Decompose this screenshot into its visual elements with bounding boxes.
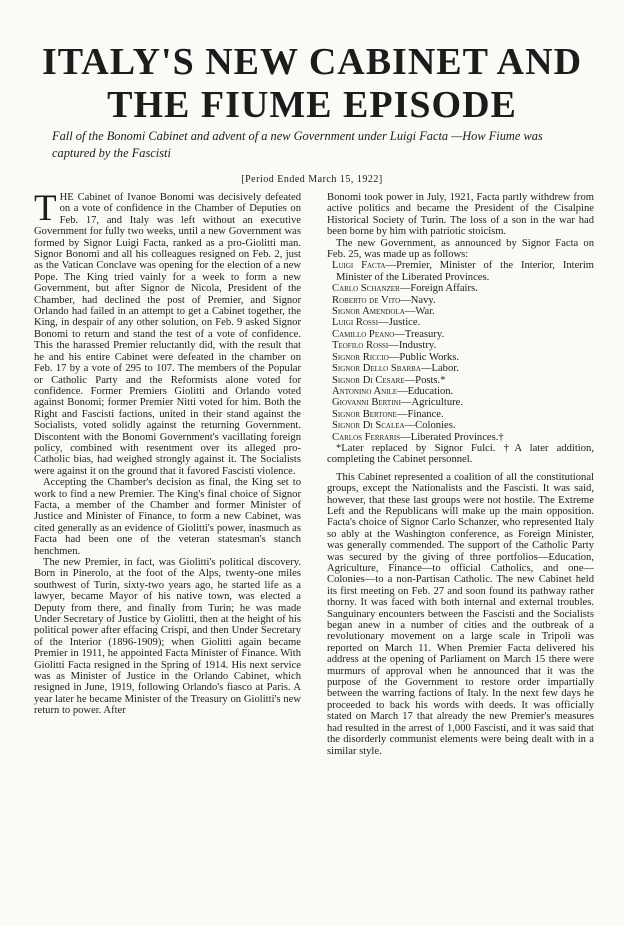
cabinet-member bbox=[327, 409, 594, 420]
cabinet-member-post: —Navy. bbox=[400, 294, 436, 306]
left-paragraph-1-text: HE Cabinet of Ivanoe Bonomi was decisively defeated on a vote of confidence in the Chamber of Deputies on Feb. 17, and Italy was left without an executive Government for fully two weeks, until a new Government was formed by Signor Luigi Facta, ranked as a pro-Giolitti man. Signor Bonomi and all his colleagues resigned on Feb. 2, just as the Vatican Conclave was opening for the election of a new Pope. The King tried vainly for a week to form a new Government, but after Signor de Nicola, President of the Chamber, had declined the post of Premier, and Signor Orlando had failed in an attempt to get a Cabinet together, the King, in despair of any other solution, on Feb. 9 asked Signor Bonomi to return and stand the test of a vote of confidence. This the harassed Premier reluctantly did, with the result that he and his entire Cabinet were defeated in the chamber on Feb. 17 by a vote of 295 to 107. The members of the Popular or Catholic Party and the Reformists alone voted for confidence. Former Premiers Giolitti and Orlando voted against Bonomi; former Premier Nitti voted for him. Both the Right and Fascisti factions, united in their stand against the Socialists, voted solidly against the returning Government. Discontent with the Bonomi Government's vacillating foreign policy, combined with resentment over its alleged pro-Catholic bias, had weighed strongly against it. The Socialists were against it on the ground that it favored Fascisti violence. bbox=[34, 192, 301, 477]
left-paragraph-1 bbox=[34, 192, 301, 477]
cabinet-member-post: —Labor. bbox=[420, 363, 459, 375]
left-column bbox=[34, 192, 301, 912]
cabinet-member-post: —Premier, Minister of the Interior, Interim Minister of the Liberated Provinces. bbox=[336, 260, 594, 283]
cabinet-member bbox=[327, 295, 594, 306]
left-paragraph-2: Accepting the Chamber's decision as final, the King set to work to find a new Premier. The King's final choice of Signor Facta, a member of the Chamber and former Minister of Justice and Minister of Finance, to form a new Cabinet, was cited generally as an evidence of Giolitti's power, inasmuch as Facta had been one of the veteran statesman's stanch henchmen. bbox=[34, 477, 301, 557]
cabinet-member bbox=[327, 317, 594, 328]
right-column bbox=[327, 192, 594, 912]
cabinet-member-name: Signor Dello Sbarba bbox=[332, 363, 421, 375]
cabinet-member bbox=[327, 397, 594, 408]
cabinet-list bbox=[327, 260, 594, 443]
cabinet-member-name: Carlos Ferraris bbox=[332, 431, 401, 443]
right-paragraph-3: This Cabinet represented a coalition of all the constitutional groups, except the Nationalists and the Fascisti. It was said, however, that these last groups were not hostile. The Extreme Left and the Republicans will make up the main opposition. Facta's choice of Signor Carlo Schanzer, who represented Italy so ably at the Washington conference, as Foreign Minister, was generally commended. The support of the Catholic Party was secured by the giving of three portfolios—Education, Agriculture, Finance—to official Catholics, and one—Colonies—to a non-Partisan Catholic. The new Cabinet held its first meeting on Feb. 27 and soon found its pathway rather thorny. It was faced with both internal and external troubles. Sanguinary encounters between the Fascisti and the Socialists began anew in a number of cities and the outbreak of a revolutionary movement on a large scale in Tripoli was reported on March 11. When Premier Facta delivered his address at the opening of Parliament on March 15 there were murmurs of approval when he announced that it was the purpose of the Government to restore order impartially between the warring factions of Italy. In the next few days he proceeded to back his words with deeds. It was officially stated on March 17 that already the new Premier's measures had resulted in the arrest of 1,000 Fascisti, and it was said that the disorderly communist elements were being dealt with in a similar style. bbox=[327, 471, 594, 757]
cabinet-member-name: Luigi Rossi bbox=[332, 317, 379, 329]
drop-cap: T bbox=[34, 192, 57, 229]
cabinet-member-post: —War. bbox=[404, 306, 435, 318]
cabinet-member-name: Carlo Schanzer bbox=[332, 283, 400, 295]
cabinet-member-post: —Foreign Affairs. bbox=[399, 283, 478, 295]
cabinet-member bbox=[327, 420, 594, 431]
headline-line-1: ITALY'S NEW CABINET AND bbox=[41, 41, 583, 83]
subtitle: Fall of the Bonomi Cabinet and advent of a new Government under Luigi Facta —How Fiume was captured by the Fascisti bbox=[52, 129, 543, 160]
cabinet-member-post: —Colonies. bbox=[404, 420, 456, 432]
cabinet-member bbox=[327, 306, 594, 317]
cabinet-member-post: —Industry. bbox=[388, 340, 437, 352]
cabinet-member bbox=[327, 283, 594, 294]
cabinet-member-name: Teofilo Rossi bbox=[332, 340, 389, 352]
cabinet-member-post: —Finance. bbox=[396, 408, 444, 420]
cabinet-member-name: Giovanni Bertini bbox=[332, 397, 401, 409]
right-paragraph-1: Bonomi took power in July, 1921, Facta partly withdrew from active politics and became the President of the Cisalpine Historical Society of Turin. The loss of a son in the war had been borne by him with patriotic stoicism. bbox=[327, 192, 594, 238]
cabinet-footnote: *Later replaced by Signor Fulci. †A later addition, completing the Cabinet personnel. bbox=[327, 442, 594, 466]
cabinet-member-name: Roberto de Vito bbox=[332, 294, 401, 306]
cabinet-member-post: —Justice. bbox=[378, 317, 421, 329]
cabinet-member bbox=[327, 375, 594, 386]
cabinet-member-name: Signor Di Scalea bbox=[332, 420, 405, 432]
cabinet-member-name: Signor Di Cesare bbox=[332, 374, 405, 386]
cabinet-member-post: —Treasury. bbox=[394, 328, 445, 340]
cabinet-member bbox=[327, 432, 594, 443]
headline-line-2: THE FIUME EPISODE bbox=[107, 84, 517, 126]
cabinet-member-name: Luigi Facta bbox=[332, 260, 386, 272]
cabinet-member-post: —Agriculture. bbox=[400, 397, 463, 409]
cabinet-member bbox=[327, 363, 594, 374]
cabinet-member-post: —Liberated Provinces.† bbox=[400, 431, 504, 443]
period-note: [Period Ended March 15, 1922] bbox=[241, 174, 383, 185]
right-paragraph-2: The new Government, as announced by Signor Facta on Feb. 25, was made up as follows: bbox=[327, 237, 594, 261]
cabinet-member bbox=[327, 340, 594, 351]
cabinet-member-name: Signor Riccio bbox=[332, 351, 389, 363]
cabinet-member bbox=[327, 352, 594, 363]
cabinet-member-name: Camillo Peano bbox=[332, 328, 395, 340]
cabinet-member-name: Antonino Anile bbox=[332, 385, 398, 397]
cabinet-member-post: —Posts.* bbox=[404, 374, 446, 386]
cabinet-member-name: Signor Bertone bbox=[332, 408, 397, 420]
cabinet-member bbox=[327, 386, 594, 397]
cabinet-member-post: —Public Works. bbox=[388, 351, 459, 363]
left-paragraph-3: The new Premier, in fact, was Giolitti's political discovery. Born in Pinerolo, at the foot of the Alps, twenty-one miles southwest of Turin, sixty-two years ago, he started life as a lawyer, became Mayor of his native town, was elected a Deputy from there, and finally from Turin; he was made Under Secretary of Justice by Giolitti, then at the height of his political power after effacing Crispi, and then Under Secretary of the Interior (1896-1909); when Giolitti again became Premier in 1911, he appointed Facta Minister of Finance. With Giolitti Facta resigned in the Spring of 1914. His next service was as Minister of Justice in the Orlando Cabinet, which resigned in June, 1919, following Orlando's fiasco at Paris. A year later he became Minister of the Treasury on Giolitti's new return to power. After bbox=[34, 557, 301, 717]
cabinet-member-post: —Education. bbox=[397, 385, 454, 397]
cabinet-member bbox=[327, 260, 594, 283]
cabinet-member bbox=[327, 329, 594, 340]
cabinet-member-name: Signor Amendola bbox=[332, 306, 405, 318]
